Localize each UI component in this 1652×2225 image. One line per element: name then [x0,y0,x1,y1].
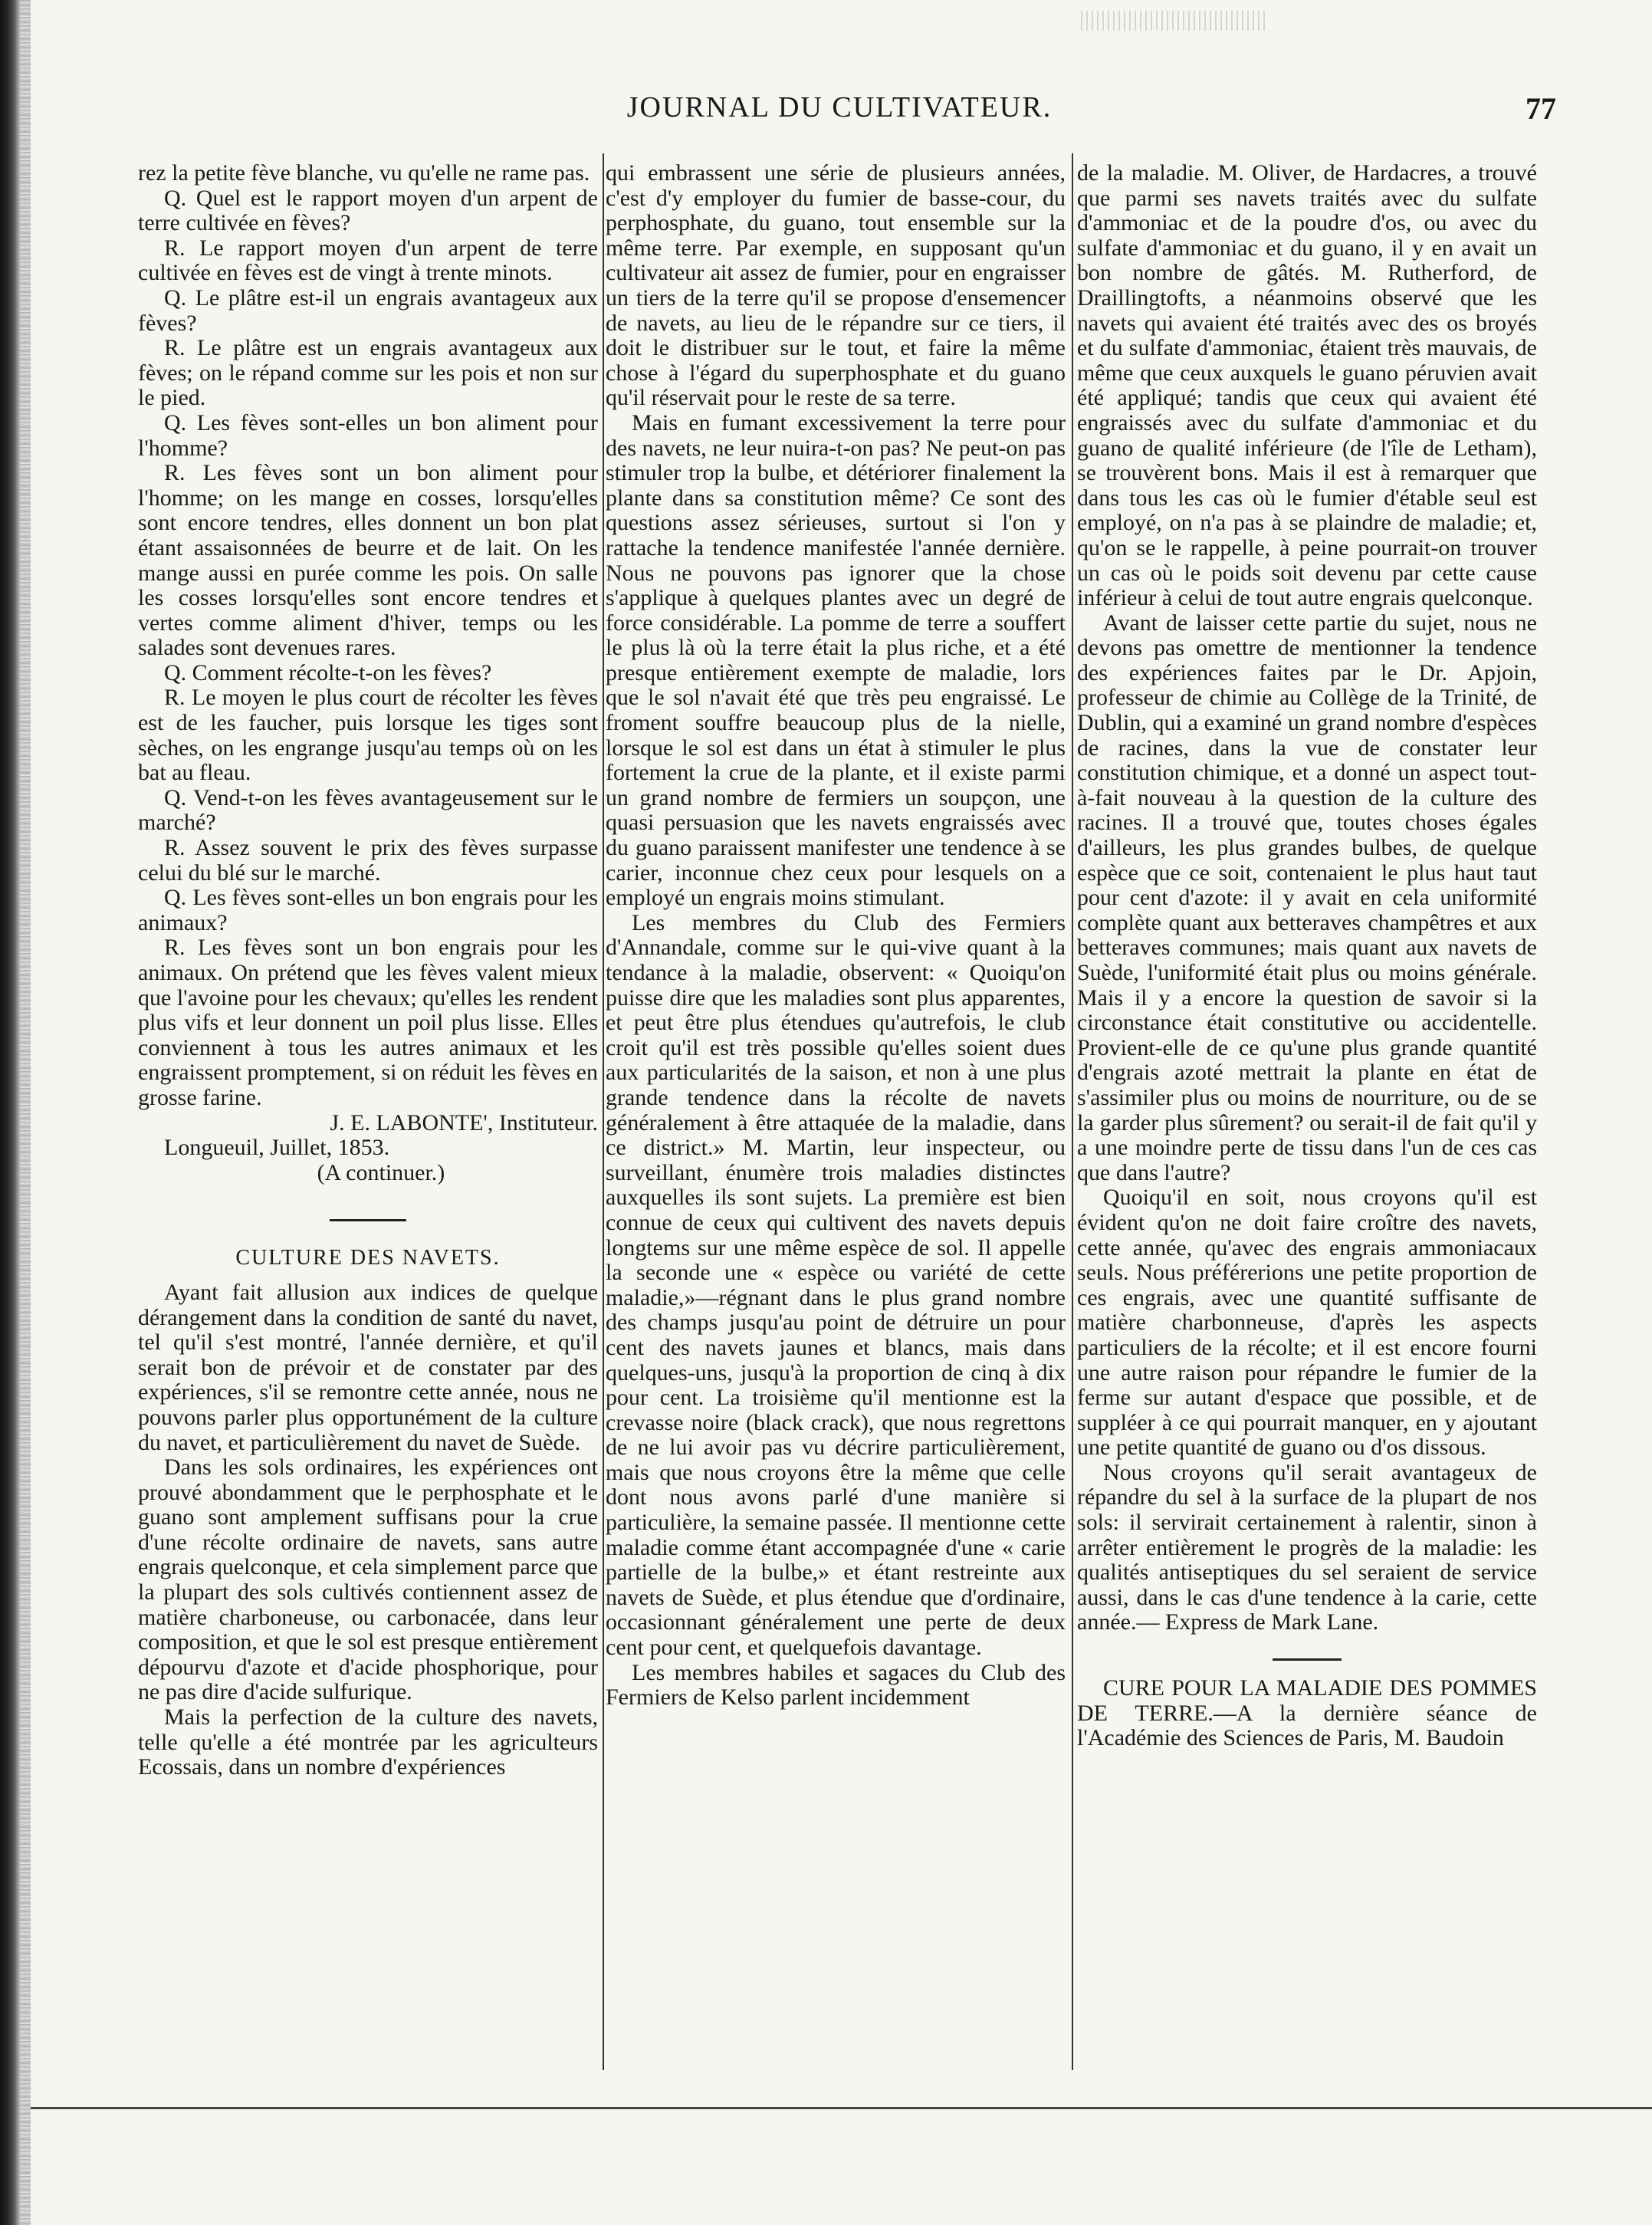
page-header [123,90,1556,136]
column-3 [1077,161,1537,2078]
paragraph: R. Le moyen le plus court de récolter les fèves est de les faucher, puis lorsque les tiges sont sèches, on les engrange jusqu'au temps où on les bat au fleau. [138,685,598,786]
paragraph: Q. Quel est le rapport moyen d'un arpent de terre cultivée en fèves? [138,185,598,236]
section-divider [1273,1658,1342,1661]
column-rule-2 [1072,153,1073,2070]
paragraph: R. Les fèves sont un bon engrais pour les animaux. On prétend que les fèves valent mieux que l'avoine pour les chevaux; qu'elles les rendent plus vifs et leur donnent un poil plus lisse. Elles conviennent à tous les autres animaux et les engraissent promptement, si on réduit les fèves en grosse farine. [138,935,598,1110]
paragraph: Les membres habiles et sagaces du Club des Fermiers de Kelso parlent incidemment [606,1659,1066,1711]
paragraph: Mais en fumant excessivement la terre pour des navets, ne leur nuira-t-on pas? Ne peut-on pas stimuler trop la bulbe, et détériorer finalement la plante dans sa constitution même? Ce sont des questions assez sérieuses, surtout si l'on y rattache la tendence manifestée l'année dernière. Nous ne pouvons pas ignorer que la chose s'applique à quelques plantes avec un degré de force considérable. La pomme de terre a souffert le plus là où la terre était la plus riche, et a été presque entièrement exempte de maladie, lors que le sol n'avait été que très peu engraissé. Le froment souffre beaucoup plus de la nielle, lorsque le sol est dans un état à stimuler le plus fortement la crue de la plante, et il existe parmi un grand nombre de fermiers un soupçon, une quasi persuasion que les navets engraissés avec du guano paraissent manifester une tendence à se carier, inconnue chez ceux pour lesquels on a employé un engrais moins stimulant. [606,409,1066,911]
paragraph: qui embrassent une série de plusieurs années, c'est d'y employer du fumier de basse-cour, du perphosphate, du guano, tout ensemble sur la même terre. Par exemple, en supposant qu'un cultivateur ait assez de fumier, pour en engraisser un tiers de la terre qu'il se propose d'ensemencer de navets, au lieu de le répandre sur ce tiers, il doit le distribuer sur le tout, et faire la même chose à l'égard du superphosphate et du guano qu'il réservait pour le reste de sa terre. [606,161,1066,411]
article-text: —A la dernière séance de l'Académie des Sciences de Paris, M. Baudoin [1077,1700,1537,1751]
paragraph: Quoiqu'il en soit, nous croyons qu'il est évident qu'on ne doit faire croître des navets, cette année, qu'avec des engrais ammoniacaux seuls. Nous préférerions une petite proportion de ces engrais, avec une quantité suffisante de matière charbonneuse, d'après les aspects particuliers de la récolte; et il est encore fourni une autre raison pour répandre le fumier de la ferme sur autant d'espace que possible, et de suppléer à ce qui pourrait manquer, en y ajoutant une petite quantité de guano ou d'os dissous. [1077,1185,1537,1461]
paragraph: R. Assez souvent le prix des fèves surpasse celui du blé sur le marché. [138,835,598,886]
paragraph: Nous croyons qu'il serait avantageux de répandre du sel à la surface de la plupart de nos sols: il servirait certainement à ralentir, sinon à arrêter entièrement le progrès de la maladie: les qualités antiseptiques du sel seraient de service aussi, dans le cas d'une tendence à la carie, cette année.— Express de Mark Lane. [1077,1459,1537,1635]
paragraph: R. Le plâtre est un engrais avantageux aux fèves; on le répand comme sur les pois et non sur le pied. [138,335,598,411]
scan-speckle [1081,11,1265,31]
author-signature: J. E. LABONTE', Instituteur. [330,1109,598,1136]
paragraph: de la maladie. M. Oliver, de Hardacres, a trouvé que parmi ses navets traités avec du sulfate d'ammoniac et de la poudre d'os, ou avec du sulfate d'ammoniac et du guano, il y en avait un bon nombre de gâtés. M. Rutherford, de Draillingtofts, a néanmoins observé que les navets qui avaient été traités avec des os broyés et du sulfate d'ammoniac, étaient très mauvais, de même que ceux auxquels le guano péruvien avait été appliqué; tandis que ceux qui avaient été engraissés avec du sulfate d'ammoniac et du guano de qualité inférieure (de l'île de Letham), se trouvèrent bons. Mais il est à remarquer que dans tous les cas où le fumier d'étable seul est employé, on n'a pas à se plaindre de maladie; et, qu'on se le rappelle, à peine pourrait-on trouver un cas où le poids soit devenu par cette cause inférieur à celui de tout autre engrais quelconque. [1077,161,1537,611]
paragraph: Avant de laisser cette partie du sujet, nous ne devons pas omettre de mentionner la tendence des expériences faites par le Dr. Apjoin, professeur de chimie au Collège de la Trinité, de Dublin, qui a examiné un grand nombre d'espèces de racines, dans la vue de constater leur constitution chimique, et a donné un aspect tout-à-fait nouveau à la question de la culture des racines. Il a trouvé que, toutes choses égales d'ailleurs, les plus grandes bulbes, de quelque espèce que ce soit, contenaient le plus haut taut pour cent d'azote: il y avait en cela uniformité complète quant aux betteraves champêtres et aux betteraves communes; mais quant aux navets de Suède, l'uniformité était plus ou moins générale. Mais il y a encore la question de savoir si la circonstance était constitutive ou accidentelle. Provient-elle de ce qu'une plus grande quantité d'engrais azoté mettrait la plante en état de s'assimiler plus ou moins de nourriture, ou de se la garder plus sûrement? ou serait-il de fait qu'il y a une moindre perte de tissu dans l'un de ces cas que dans l'autre? [1077,610,1537,1185]
page-number: 77 [1526,91,1556,126]
binding-edge [20,0,31,2225]
paragraph: Les membres du Club des Fermiers d'Annandale, comme sur le qui-vive quant à la tendance à la maladie, observent: « Quoiqu'on puisse dire que les maladies sont plus apparentes, et peut être plus étendues qu'autrefois, le club croit qu'il est très possible qu'elles soient dues aux particularités de la saison, et non à une plus grande tendence dans la récolte de navets généralement à être attaquée de la maladie, dans ce district.» M. Martin, leur inspecteur, ou surveillant, énumère trois maladies distinctes auxquelles ils sont sujets. La première est bien connue de ceux qui cultivent des navets depuis longtems sur une même espèce de sol. Il appelle la seconde une « espèce ou variété de cette maladie,»—régnant dans le plus grand nombre des champs jusqu'au point de détruire un pour cent des navets jaunes et blancs, mais dans quelques-uns, jusqu'à la proportion de cinq à dix pour cent. La troisième qu'il mentionne est la crevasse noire (black crack), que nous regrettons de ne lui avoir pas vu décrire particulièrement, mais que nous croyons être la même que celle dont nous avons parlé d'une manière si particulière, la semaine passée. Il mentionne cette maladie comme étant accompagnée d'une « carie partielle de la bulbe,» et étant restreinte aux navets de Suède, et plus étendue que d'ordinaire, occasionnant généralement une perte de deux cent pour cent, et quelquefois davantage. [606,909,1066,1661]
paragraph: Ayant fait allusion aux indices de quelque dérangement dans la condition de santé du navet, tel qu'il s'est montré, l'année dernière, et qu'il serait bon de prévoir et de constater par des expériences, s'il se remontre cette année, nous ne pouvons parler plus opportunément de la culture du navet, et particulièrement du navet de Suède. [138,1279,598,1455]
paragraph: Q. Comment récolte-t-on les fèves? [164,659,492,685]
paragraph: Q. Les fèves sont-elles un bon engrais pour les animaux? [138,885,598,935]
paragraph: R. Le rapport moyen d'un arpent de terre cultivée en fèves est de vingt à trente minots. [138,235,598,286]
article-lead [1077,1676,1537,1751]
column-1 [138,161,598,2078]
paragraph: Q. Vend-t-on les fèves avantageusement sur le marché? [138,784,598,836]
section-title: CULTURE DES NAVETS. [235,1246,501,1270]
paragraph: Q. Le plâtre est-il un engrais avantageux aux fèves? [138,284,598,336]
column-rule-1 [603,153,604,2070]
book-binding [0,0,20,2225]
continued-note: (A continuer.) [317,1159,445,1185]
journal-title: JOURNAL DU CULTIVATEUR. [626,91,1053,123]
paragraph: Dans les sols ordinaires, les expériences ont prouvé abondamment que le perphosphate et le guano sont amplement suffisans pour la crue d'une récolte ordinaire de navets, sans autre engrais quelconque, et cela simplement parce que la plupart des sols cultivés contiennent assez de matière charboneuse, ou carbonacée, dans leur composition, et que le sol est presque entièrement dépourvu d'azote et d'acide phosphorique, pour ne pas dire d'acide sulfurique. [138,1454,598,1705]
column-2 [606,161,1066,2078]
paragraph: Q. Les fèves sont-elles un bon aliment pour l'homme? [138,409,598,461]
section-divider [330,1219,406,1221]
paragraph: R. Les fèves sont un bon aliment pour l'homme; on les mange en cosses, lorsqu'elles sont encore tendres, elles donnent un bon plat étant assaisonnées de beurre et de lait. On les mange aussi en purée comme les pois. On salle les cosses lorsqu'elles sont encore tendres et vertes comme aliment d'hiver, temps ou les salades sont devenues rares. [138,460,598,661]
dateline: Longueuil, Juillet, 1853. [164,1135,390,1161]
article-heading: CURE POUR LA MALADIE DES POMMES DE TERRE. [1077,1675,1537,1726]
page-bottom-rule [31,2107,1652,2109]
paragraph: Mais la perfection de la culture des navets, telle qu'elle a été montrée par les agriculteurs Ecossais, dans un nombre d'expériences [138,1704,598,1780]
paragraph: rez la petite fève blanche, vu qu'elle ne rame pas. [138,161,590,186]
